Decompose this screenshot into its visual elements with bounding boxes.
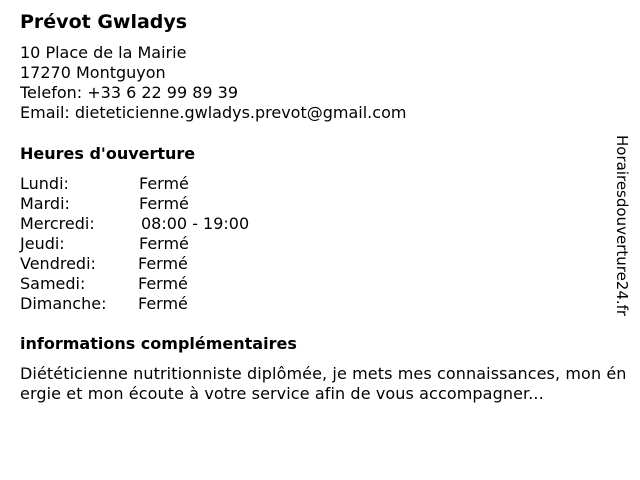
day-label: Jeudi: <box>20 234 65 253</box>
email-address: Email: dieteticienne.gwladys.prevot@gmail.com <box>20 103 407 122</box>
day-label: Samedi: <box>20 274 86 293</box>
opening-hours-heading: Heures d'ouverture <box>20 144 196 163</box>
address-line-1: 10 Place de la Mairie <box>20 43 187 62</box>
business-name: Prévot Gwladys <box>20 11 188 33</box>
day-label: Mercredi: <box>20 214 95 233</box>
hours-value: Fermé <box>139 194 189 213</box>
day-label: Dimanche: <box>20 294 107 313</box>
hours-value: Fermé <box>138 274 188 293</box>
day-label: Vendredi: <box>20 254 96 273</box>
day-label: Lundi: <box>20 174 69 193</box>
phone-number: Telefon: +33 6 22 99 89 39 <box>20 83 239 102</box>
additional-info-heading: informations complémentaires <box>20 334 297 353</box>
address-line-2: 17270 Montguyon <box>20 63 166 82</box>
hours-value: Fermé <box>138 254 188 273</box>
contact-block <box>20 43 406 123</box>
hours-value: Fermé <box>139 174 189 193</box>
additional-info-text: Diététicienne nutritionniste diplômée, je mets mes connaissances, mon énergie et mon écoute à votre service afin de vous accompagner... <box>20 364 627 403</box>
hours-value: 08:00 - 19:00 <box>141 214 250 233</box>
site-watermark: Horairesdouverture24.fr <box>613 135 631 317</box>
hours-value: Fermé <box>138 294 188 313</box>
hours-value: Fermé <box>139 234 189 253</box>
day-label: Mardi: <box>20 194 70 213</box>
